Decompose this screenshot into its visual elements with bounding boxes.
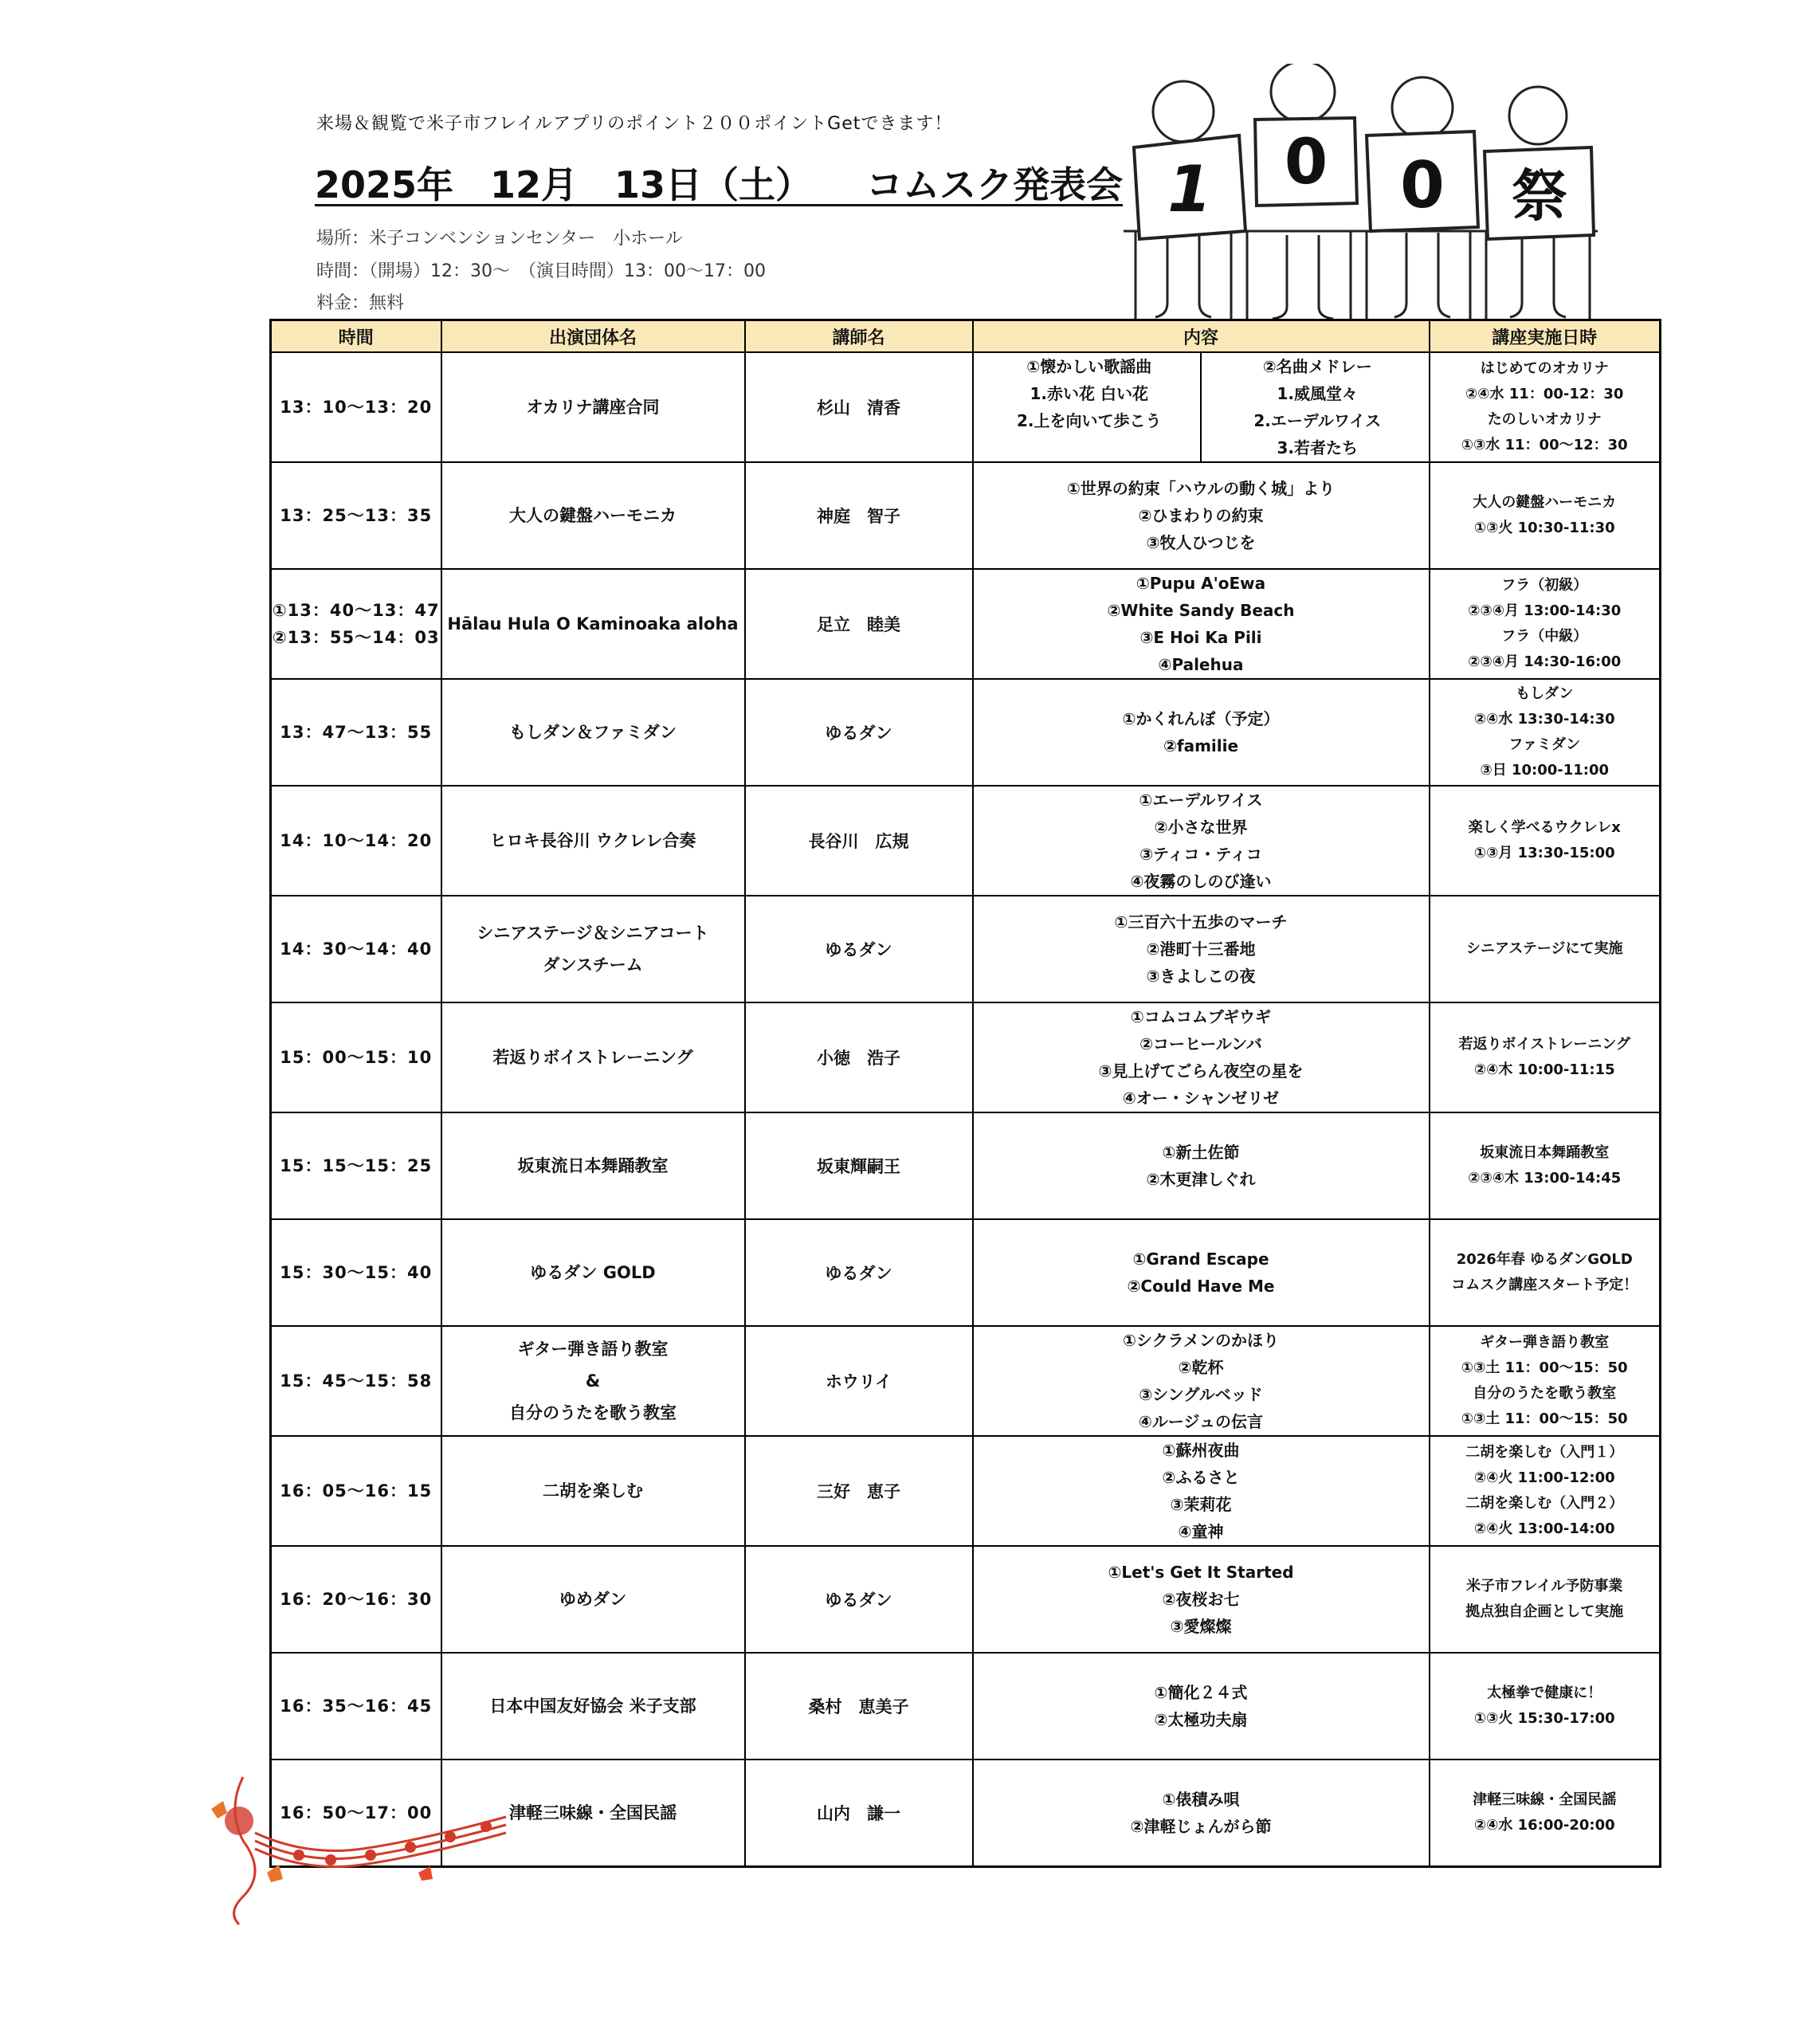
- time-cell: [271, 786, 441, 896]
- content-cell: [973, 896, 1430, 1002]
- content-cell-line: ②ふるさと: [1162, 1468, 1240, 1487]
- schedule-cell-line: ②③④月 14:30-16:00: [1468, 653, 1622, 670]
- schedule-cell: [1430, 896, 1661, 1002]
- venue-info: 場所：米子コンベンションセンター 小ホール: [316, 229, 683, 249]
- schedule-cell-line: ①③火 15:30-17:00: [1473, 1710, 1615, 1727]
- content-cell-line: ②コーヒールンバ: [1139, 1034, 1262, 1053]
- time-cell-line: 16：05～16：15: [280, 1481, 433, 1501]
- point-note: 来場＆観覧で米子市フレイルアプリのポイント２００ポイントGetできます！: [316, 114, 953, 134]
- content-cell-line: ②木更津しぐれ: [1146, 1170, 1256, 1189]
- time-cell: [271, 1112, 441, 1219]
- group-cell-line: オカリナ講座合同: [526, 398, 660, 417]
- time-cell: [271, 1436, 441, 1546]
- teacher-cell: ゆるダン: [745, 1546, 973, 1653]
- content-cell-line: ④ルージュの伝言: [1138, 1412, 1264, 1431]
- teacher-cell: ゆるダン: [745, 679, 973, 786]
- group-cell-line: もしダン＆ファミダン: [509, 723, 677, 742]
- schedule-cell: [1430, 1760, 1661, 1867]
- schedule-cell-line: はじめてのオカリナ: [1480, 360, 1609, 377]
- content-cell-line: ①新土佐節: [1162, 1143, 1240, 1162]
- col-header-schedule: 講座実施日時: [1430, 320, 1661, 353]
- schedule-cell-line: 米子市フレイル予防事業: [1466, 1578, 1623, 1595]
- sign-3-text: 0: [1400, 148, 1445, 222]
- content-cell: [973, 352, 1430, 462]
- group-cell-line: &: [585, 1371, 601, 1391]
- content-cell: [973, 1653, 1430, 1760]
- schedule-cell-line: 二胡を楽しむ（入門１）: [1465, 1444, 1624, 1461]
- table-row: [271, 462, 1661, 569]
- content-cell-line: ①コムコムブギウギ: [1130, 1007, 1272, 1026]
- teacher-cell: 山内 謙一: [745, 1760, 973, 1867]
- content-cell-line: ②港町十三番地: [1146, 940, 1256, 959]
- content-column: [1202, 353, 1429, 461]
- group-cell: [441, 786, 745, 896]
- content-cell-line: ②津軽じょんがら節: [1130, 1817, 1272, 1836]
- group-cell-line: 若返りボイストレーニング: [492, 1048, 693, 1067]
- time-cell-line: 16：50～17：00: [280, 1803, 433, 1822]
- teacher-cell: 長谷川 広規: [745, 786, 973, 896]
- teacher-cell: 小徳 浩子: [745, 1002, 973, 1112]
- schedule-cell-line: たのしいオカリナ: [1487, 411, 1602, 428]
- schedule-cell: [1430, 1219, 1661, 1326]
- content-cell: [973, 1546, 1430, 1653]
- group-cell: [441, 462, 745, 569]
- content-cell-line: ①俵積み唄: [1162, 1790, 1240, 1809]
- group-cell-line: 坂東流日本舞踊教室: [517, 1156, 669, 1175]
- schedule-cell-line: 坂東流日本舞踊教室: [1480, 1144, 1610, 1161]
- content-column: [974, 353, 1202, 461]
- content-line: 2.エーデルワイス: [1253, 411, 1382, 430]
- schedule-cell-line: ①③土 11：00～15：50: [1461, 1359, 1628, 1376]
- schedule-cell-line: ①③月 13:30-15:00: [1473, 845, 1615, 861]
- sign-1-text: 1: [1167, 152, 1212, 226]
- time-cell-line: ①13：40～13：47: [272, 601, 440, 620]
- content-cell-line: ①簡化２４式: [1154, 1683, 1248, 1702]
- schedule-cell-line: 自分のうたを歌う教室: [1473, 1385, 1617, 1402]
- sign-2-text: 0: [1284, 127, 1328, 198]
- content-line: ②名曲メドレー: [1262, 357, 1372, 376]
- group-cell-line: 大人の鍵盤ハーモニカ: [509, 506, 677, 525]
- group-cell-line: 津軽三味線・全国民謡: [509, 1803, 677, 1822]
- group-cell-line: ヒロキ長谷川 ウクレレ合奏: [489, 831, 696, 850]
- content-line: ①懐かしい歌謡曲: [1026, 357, 1152, 376]
- group-cell: [441, 896, 745, 1002]
- content-cell-line: ③きよしこの夜: [1146, 967, 1256, 986]
- schedule-cell-line: ①③土 11：00～15：50: [1461, 1410, 1628, 1427]
- content-cell: [973, 462, 1430, 569]
- schedule-cell-line: ②④火 13:00-14:00: [1473, 1520, 1615, 1537]
- table-row: [271, 1436, 1661, 1546]
- schedule-table: [269, 319, 1661, 1868]
- table-row: [271, 569, 1661, 679]
- col-header-time: 時間: [271, 320, 441, 353]
- schedule-cell-line: ギター弾き語り教室: [1480, 1334, 1610, 1351]
- time-cell-line: 15：45～15：58: [280, 1371, 433, 1391]
- schedule-cell-line: ②④水 13:30-14:30: [1473, 711, 1615, 728]
- time-cell-line: 13：25～13：35: [280, 506, 433, 525]
- schedule-cell-line: 二胡を楽しむ（入門２）: [1465, 1495, 1624, 1512]
- schedule-cell-line: 太極拳で健康に！: [1487, 1685, 1602, 1701]
- table-row: [271, 896, 1661, 1002]
- time-cell: [271, 352, 441, 462]
- content-cell-line: ④オー・シャンゼリゼ: [1122, 1089, 1280, 1108]
- content-cell-line: ③牧人ひつじを: [1146, 533, 1256, 552]
- schedule-cell: [1430, 1326, 1661, 1436]
- content-cell-line: ③E Hoi Ka Pili: [1139, 628, 1262, 647]
- content-cell-line: ①かくれんぼ（予定）: [1122, 709, 1280, 728]
- table-row: [271, 1219, 1661, 1326]
- teacher-cell: 三好 恵子: [745, 1436, 973, 1546]
- schedule-cell-line: 楽しく学べるウクレレx: [1468, 819, 1621, 836]
- group-cell-line: 自分のうたを歌う教室: [509, 1403, 677, 1422]
- time-cell: [271, 1219, 441, 1326]
- schedule-cell-line: ②④水 16:00-20:00: [1473, 1817, 1615, 1834]
- teacher-cell: ホウリイ: [745, 1326, 973, 1436]
- time-cell: [271, 569, 441, 679]
- group-cell: [441, 1219, 745, 1326]
- schedule-cell-line: コムスク講座スタート予定！: [1451, 1277, 1638, 1293]
- content-cell-line: ②ひまわりの約束: [1138, 506, 1264, 525]
- content-cell-line: ②Could Have Me: [1127, 1277, 1275, 1296]
- group-cell-line: ギター弾き語り教室: [517, 1340, 669, 1359]
- schedule-cell: [1430, 1002, 1661, 1112]
- group-cell-line: ダンスチーム: [543, 955, 643, 975]
- group-cell: [441, 352, 745, 462]
- content-line: 2.上を向いて歩こう: [1016, 411, 1162, 430]
- content-cell: [973, 1112, 1430, 1219]
- teacher-cell: ゆるダン: [745, 896, 973, 1002]
- page-title: 2025年 12月 13日（土） コムスク発表会: [315, 163, 1124, 206]
- teacher-cell: 坂東輝嗣王: [745, 1112, 973, 1219]
- sign-4-text: 祭: [1512, 163, 1567, 229]
- time-cell: [271, 462, 441, 569]
- kids-holding-signs-illustration: [1120, 64, 1602, 327]
- schedule-cell-line: 津軽三味線・全国民謡: [1473, 1791, 1617, 1808]
- schedule-cell-line: ファミダン: [1508, 736, 1581, 753]
- content-cell: [973, 679, 1430, 786]
- group-cell: [441, 1002, 745, 1112]
- schedule-cell: [1430, 462, 1661, 569]
- content-cell-line: ②乾杯: [1178, 1358, 1224, 1377]
- table-row: [271, 1546, 1661, 1653]
- schedule-cell-line: フラ（中級）: [1501, 628, 1588, 645]
- fee-info: 料金：無料: [316, 293, 405, 313]
- time-cell-line: 13：10～13：20: [280, 398, 433, 417]
- time-cell: [271, 896, 441, 1002]
- content-cell-line: ④Palehua: [1158, 655, 1244, 674]
- group-cell-line: 二胡を楽しむ: [543, 1481, 643, 1501]
- teacher-cell: 杉山 清香: [745, 352, 973, 462]
- schedule-cell-line: シニアステージにて実施: [1465, 940, 1623, 957]
- time-cell-line: 14：10～14：20: [280, 831, 433, 850]
- content-cell-line: ②夜桜お七: [1162, 1590, 1240, 1609]
- schedule-cell-line: フラ（初級）: [1501, 577, 1588, 594]
- col-header-group: 出演団体名: [441, 320, 745, 353]
- time-cell: [271, 1002, 441, 1112]
- schedule-cell-line: ②④水 11：00-12：30: [1465, 386, 1624, 402]
- schedule-cell: [1430, 1436, 1661, 1546]
- teacher-cell: ゆるダン: [745, 1219, 973, 1326]
- schedule-cell: [1430, 1112, 1661, 1219]
- content-cell-line: ②太極功夫扇: [1154, 1710, 1248, 1729]
- col-header-content: 内容: [973, 320, 1430, 353]
- music-notes-decoration: [179, 1761, 514, 1928]
- content-cell-line: ③ティコ・ティコ: [1139, 845, 1262, 864]
- schedule-cell: [1430, 679, 1661, 786]
- time-info: 時間：（開場）12：30～ （演目時間）13：00～17：00: [316, 261, 766, 281]
- group-cell: [441, 569, 745, 679]
- group-cell: [441, 1436, 745, 1546]
- schedule-cell-line: 若返りボイストレーニング: [1458, 1036, 1630, 1053]
- content-cell: [973, 1002, 1430, 1112]
- group-cell-line: 日本中国友好協会 米子支部: [489, 1697, 696, 1716]
- content-cell-line: ①エーデルワイス: [1139, 790, 1263, 810]
- teacher-cell: 桑村 恵美子: [745, 1653, 973, 1760]
- table-row: [271, 352, 1661, 462]
- schedule-cell-line: ②③④月 13:00-14:30: [1468, 602, 1622, 619]
- table-header-row: [271, 320, 1661, 353]
- time-cell: [271, 1326, 441, 1436]
- content-cell: [973, 1760, 1430, 1867]
- time-cell-line: 15：15～15：25: [280, 1156, 433, 1175]
- schedule-cell-line: 2026年春 ゆるダンGOLD: [1456, 1251, 1633, 1268]
- group-cell: [441, 1112, 745, 1219]
- table-row: [271, 1002, 1661, 1112]
- content-cell-line: ③見上げてごらん夜空の星を: [1098, 1061, 1304, 1081]
- content-cell-line: ①Pupu A'oEwa: [1136, 574, 1266, 593]
- schedule-cell: [1430, 569, 1661, 679]
- group-cell-line: ゆるダン GOLD: [530, 1263, 656, 1282]
- time-cell: [271, 679, 441, 786]
- table-row: [271, 679, 1661, 786]
- schedule-cell-line: ②③④木 13:00-14:45: [1468, 1170, 1622, 1187]
- schedule-cell: [1430, 786, 1661, 896]
- table-row: [271, 786, 1661, 896]
- schedule-cell: [1430, 1546, 1661, 1653]
- teacher-cell: 足立 睦美: [745, 569, 973, 679]
- schedule-cell-line: もしダン: [1516, 685, 1574, 702]
- teacher-cell: 神庭 智子: [745, 462, 973, 569]
- time-cell-line: 15：30～15：40: [280, 1263, 433, 1282]
- schedule-cell-line: ③日 10:00-11:00: [1480, 762, 1610, 779]
- content-cell: [973, 1436, 1430, 1546]
- content-cell-line: ①世界の約束「ハウルの動く城」より: [1066, 479, 1336, 498]
- time-cell-line: 14：30～14：40: [280, 940, 433, 959]
- schedule-cell-line: ①③火 10:30-11:30: [1473, 520, 1615, 536]
- time-cell: [271, 1546, 441, 1653]
- content-line: 3.若者たち: [1277, 438, 1358, 457]
- schedule-cell-line: ②④火 11:00-12:00: [1473, 1469, 1615, 1486]
- table-row: [271, 1326, 1661, 1436]
- content-cell-line: ②White Sandy Beach: [1107, 601, 1295, 620]
- content-cell-line: ③愛燦燦: [1170, 1617, 1232, 1636]
- content-cell: [973, 569, 1430, 679]
- time-cell-line: 15：00～15：10: [280, 1048, 433, 1067]
- group-cell: [441, 1326, 745, 1436]
- group-cell: [441, 1546, 745, 1653]
- schedule-cell-line: 大人の鍵盤ハーモニカ: [1473, 494, 1617, 511]
- time-cell: [271, 1653, 441, 1760]
- group-cell-line: ゆめダン: [559, 1590, 627, 1609]
- time-cell-line: 13：47～13：55: [280, 723, 433, 742]
- time-cell-line: 16：35～16：45: [280, 1697, 433, 1716]
- content-cell-line: ③茉莉花: [1170, 1495, 1232, 1514]
- schedule-cell-line: ①③水 11：00～12：30: [1461, 437, 1628, 453]
- col-header-teacher: 講師名: [745, 320, 973, 353]
- time-cell-line: 16：20～16：30: [280, 1590, 433, 1609]
- content-cell-line: ②familie: [1163, 736, 1239, 755]
- content-cell-line: ④童神: [1178, 1522, 1224, 1541]
- content-cell-line: ①シクラメンのかほり: [1123, 1331, 1279, 1350]
- group-cell-line: Hālau Hula O Kaminoaka aloha: [447, 614, 739, 634]
- table-row: [271, 1653, 1661, 1760]
- content-cell-line: ①Grand Escape: [1132, 1250, 1269, 1269]
- schedule-cell-line: 拠点独自企画として実施: [1465, 1603, 1624, 1620]
- content-cell-line: ①三百六十五歩のマーチ: [1114, 912, 1288, 932]
- table-row: [271, 1112, 1661, 1219]
- content-cell-line: ②小さな世界: [1154, 818, 1248, 837]
- schedule-cell-line: ②④木 10:00-11:15: [1473, 1061, 1615, 1078]
- content-line: 1.威風堂々: [1277, 384, 1358, 403]
- content-cell-line: ①Let's Get It Started: [1108, 1563, 1294, 1582]
- group-cell-line: シニアステージ＆シニアコート: [477, 924, 709, 943]
- time-cell-line: ②13：55～14：03: [272, 628, 440, 647]
- content-cell-line: ④夜霧のしのび逢い: [1130, 872, 1272, 891]
- content-cell: [973, 1326, 1430, 1436]
- content-cell: [973, 786, 1430, 896]
- group-cell: [441, 679, 745, 786]
- content-cell: [973, 1219, 1430, 1326]
- content-cell-line: ③シングルベッド: [1139, 1385, 1263, 1404]
- content-cell-line: ①蘇州夜曲: [1162, 1441, 1240, 1460]
- schedule-cell: [1430, 1653, 1661, 1760]
- schedule-cell: [1430, 352, 1661, 462]
- content-line: 1.赤い花 白い花: [1030, 384, 1148, 403]
- group-cell: [441, 1653, 745, 1760]
